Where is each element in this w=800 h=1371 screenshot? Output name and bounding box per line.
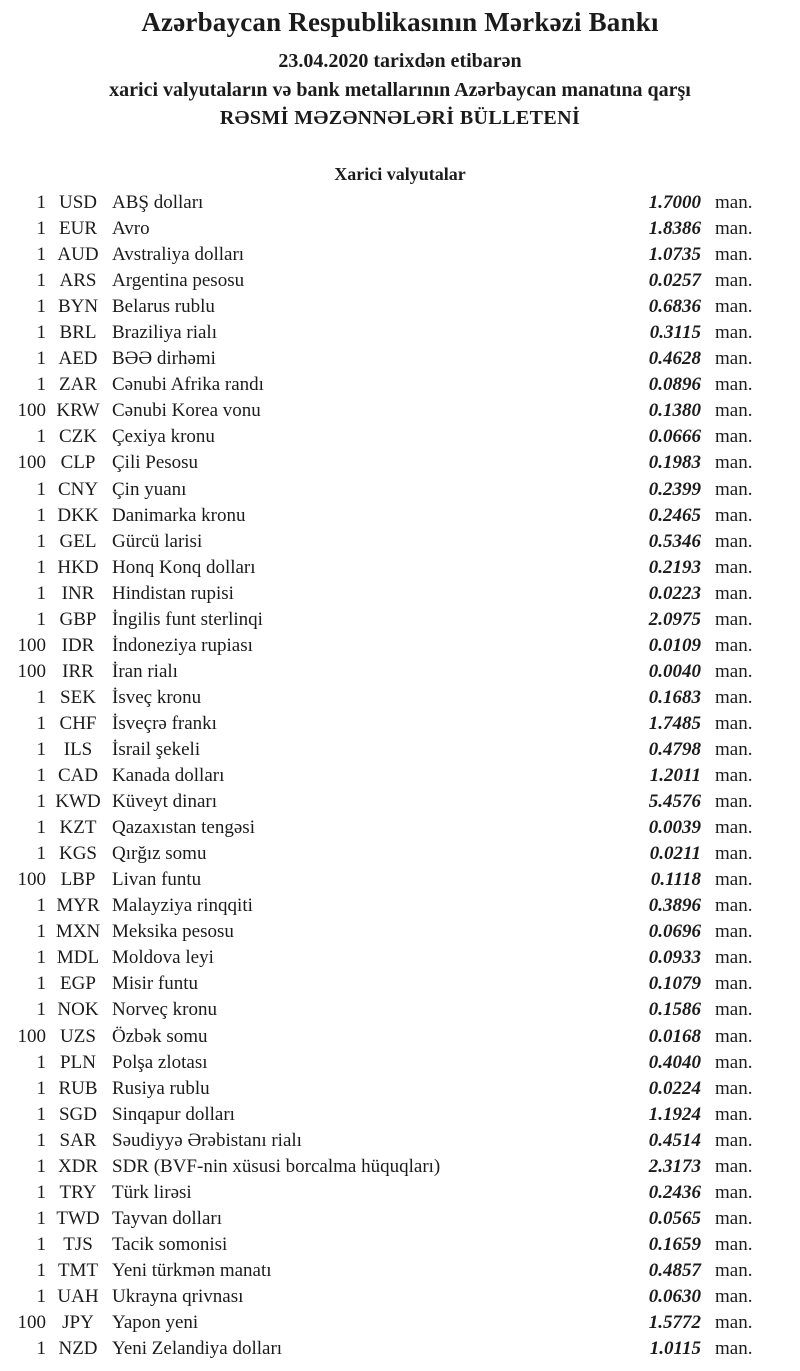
currency-code-cell: UZS xyxy=(60,1025,96,1047)
rate-value-cell: 0.1683 xyxy=(648,686,701,708)
currency-name-cell: Avstraliya dolları xyxy=(112,244,245,266)
rate-row xyxy=(0,268,800,294)
currency-name-cell: Moldova leyi xyxy=(112,947,214,969)
currency-code-cell: ARS xyxy=(59,270,97,292)
currency-name-cell: Qazaxıstan tengəsi xyxy=(112,817,255,839)
doc-header xyxy=(0,0,800,131)
quantity-cell: 1 xyxy=(36,478,46,500)
rate-value-cell: 0.1659 xyxy=(648,1233,701,1255)
unit-label-cell: man. xyxy=(715,348,753,370)
rate-row xyxy=(0,503,800,529)
unit-label-cell: man. xyxy=(715,400,753,422)
rate-row xyxy=(0,1206,800,1232)
currency-code-cell: GEL xyxy=(59,530,97,552)
rate-value-cell: 0.0223 xyxy=(648,582,701,604)
currency-code-cell: ZAR xyxy=(59,374,97,396)
rate-value-cell: 1.1924 xyxy=(648,1103,701,1125)
currency-name-cell: Misir funtu xyxy=(112,973,199,995)
currency-code-cell: MDL xyxy=(56,947,100,969)
quantity-cell: 1 xyxy=(36,947,46,969)
rate-row xyxy=(0,659,800,685)
quantity-cell: 1 xyxy=(36,712,46,734)
quantity-cell: 100 xyxy=(17,452,46,474)
quantity-cell: 1 xyxy=(36,1259,46,1281)
quantity-cell: 1 xyxy=(36,1181,46,1203)
rate-row xyxy=(0,477,800,503)
quantity-cell: 1 xyxy=(36,921,46,943)
rate-value-cell: 0.0696 xyxy=(648,921,701,943)
rate-row xyxy=(0,1154,800,1180)
rate-value-cell: 0.1983 xyxy=(648,452,701,474)
rate-value-cell: 0.0109 xyxy=(648,634,701,656)
rate-row xyxy=(0,216,800,242)
rate-row xyxy=(0,971,800,997)
quantity-cell: 1 xyxy=(36,1077,46,1099)
currency-code-cell: HKD xyxy=(57,556,99,578)
rate-value-cell: 2.0975 xyxy=(648,608,701,630)
rate-value-cell: 0.1380 xyxy=(648,400,701,422)
quantity-cell: 100 xyxy=(17,869,46,891)
rate-value-cell: 0.0224 xyxy=(648,1077,701,1099)
unit-label-cell: man. xyxy=(715,634,753,656)
currency-name-cell: Braziliya rialı xyxy=(112,322,217,344)
quantity-cell: 1 xyxy=(36,348,46,370)
unit-label-cell: man. xyxy=(715,947,753,969)
unit-label-cell: man. xyxy=(715,791,753,813)
currency-code-cell: CZK xyxy=(59,426,97,448)
rate-value-cell: 0.3896 xyxy=(648,895,701,917)
bulletin-subtitle: xarici valyutaların və bank metallarının Azərbaycan manatına qarşı xyxy=(109,79,691,101)
currency-code-cell: TMT xyxy=(57,1259,99,1281)
rate-row xyxy=(0,763,800,789)
rate-row xyxy=(0,1128,800,1154)
currency-code-cell: DKK xyxy=(57,504,99,526)
quantity-cell: 100 xyxy=(17,634,46,656)
quantity-cell: 100 xyxy=(17,400,46,422)
unit-label-cell: man. xyxy=(715,296,753,318)
currency-code-cell: PLN xyxy=(60,1051,96,1073)
rate-row xyxy=(0,1024,800,1050)
rate-row xyxy=(0,945,800,971)
rate-row xyxy=(0,1180,800,1206)
quantity-cell: 1 xyxy=(36,739,46,760)
quantity-cell: 1 xyxy=(36,192,46,214)
rate-row xyxy=(0,1284,800,1310)
currency-code-cell: SEK xyxy=(60,686,96,708)
currency-code-cell: IDR xyxy=(61,634,95,656)
quantity-cell: 1 xyxy=(36,1103,46,1125)
unit-label-cell: man. xyxy=(715,739,753,760)
quantity-cell: 1 xyxy=(36,504,46,526)
currency-code-cell: TRY xyxy=(59,1181,97,1203)
quantity-cell: 100 xyxy=(17,1312,46,1334)
quantity-cell: 1 xyxy=(36,817,46,839)
quantity-cell: 1 xyxy=(36,1338,46,1360)
currency-code-cell: AED xyxy=(58,348,98,370)
currency-code-cell: IRR xyxy=(62,660,94,682)
currency-code-cell: BYN xyxy=(57,296,99,318)
currency-name-cell: Cənubi Afrika randı xyxy=(112,374,264,396)
rate-row xyxy=(0,789,800,815)
currency-name-cell: SDR (BVF-nin xüsusi borcalma hüquqları) xyxy=(112,1155,441,1177)
rate-value-cell: 1.2011 xyxy=(649,765,701,787)
rate-row xyxy=(0,997,800,1023)
rate-row xyxy=(0,1310,800,1336)
quantity-cell: 1 xyxy=(36,1207,46,1229)
currency-code-cell: XDR xyxy=(57,1155,99,1177)
currency-name-cell: Norveç kronu xyxy=(112,999,217,1021)
rate-row xyxy=(0,685,800,711)
quantity-cell: 1 xyxy=(36,1051,46,1073)
unit-label-cell: man. xyxy=(715,1285,753,1307)
currency-name-cell: Livan funtu xyxy=(112,869,202,891)
unit-label-cell: man. xyxy=(715,686,753,708)
rate-value-cell: 0.0896 xyxy=(648,374,701,396)
unit-label-cell: man. xyxy=(715,582,753,604)
rate-value-cell: 0.1079 xyxy=(648,973,701,995)
unit-label-cell: man. xyxy=(715,660,753,682)
unit-label-cell: man. xyxy=(715,1233,753,1255)
unit-label-cell: man. xyxy=(715,478,753,500)
rate-row xyxy=(0,607,800,633)
rate-row xyxy=(0,424,800,450)
quantity-cell: 1 xyxy=(36,244,46,266)
currency-name-cell: Danimarka kronu xyxy=(112,504,246,526)
unit-label-cell: man. xyxy=(715,999,753,1021)
rate-value-cell: 0.4798 xyxy=(648,739,701,760)
unit-label-cell: man. xyxy=(715,1259,753,1281)
currency-name-cell: Çili Pesosu xyxy=(112,452,199,474)
bulletin-title: RƏSMİ MƏZƏNNƏLƏRİ BÜLLETENİ xyxy=(219,107,581,129)
rate-value-cell: 2.3173 xyxy=(648,1155,701,1177)
quantity-cell: 1 xyxy=(36,426,46,448)
currency-code-cell: JPY xyxy=(62,1312,94,1334)
currency-name-cell: Cənubi Korea vonu xyxy=(112,400,261,422)
rate-value-cell: 0.4628 xyxy=(648,348,701,370)
currency-code-cell: KGS xyxy=(58,843,97,865)
quantity-cell: 1 xyxy=(36,686,46,708)
quantity-cell: 100 xyxy=(17,1025,46,1047)
unit-label-cell: man. xyxy=(715,452,753,474)
rate-value-cell: 1.5772 xyxy=(648,1312,701,1334)
unit-label-cell: man. xyxy=(715,1129,753,1151)
rate-row xyxy=(0,294,800,320)
rate-value-cell: 1.8386 xyxy=(648,218,701,240)
rate-value-cell: 0.0565 xyxy=(648,1207,701,1229)
rate-row xyxy=(0,841,800,867)
currency-name-cell: Qırğız somu xyxy=(112,843,207,865)
rate-row xyxy=(0,1336,800,1362)
rate-row xyxy=(0,581,800,607)
unit-label-cell: man. xyxy=(715,843,753,865)
rate-value-cell: 0.0630 xyxy=(648,1285,701,1307)
rate-value-cell: 0.5346 xyxy=(648,530,701,552)
currency-name-cell: Səudiyyə Ərəbistanı rialı xyxy=(112,1129,302,1151)
currency-code-cell: NZD xyxy=(58,1338,98,1360)
rate-value-cell: 0.2193 xyxy=(648,556,701,578)
quantity-cell: 1 xyxy=(36,973,46,995)
unit-label-cell: man. xyxy=(715,322,753,344)
quantity-cell: 1 xyxy=(36,296,46,318)
rate-value-cell: 0.0666 xyxy=(648,426,701,448)
rate-value-cell: 0.0039 xyxy=(648,817,701,839)
currency-name-cell: Argentina pesosu xyxy=(112,270,245,292)
unit-label-cell: man. xyxy=(715,1155,753,1177)
rate-value-cell: 0.0257 xyxy=(648,270,701,292)
quantity-cell: 1 xyxy=(36,843,46,865)
currency-name-cell: Gürcü larisi xyxy=(112,530,203,552)
unit-label-cell: man. xyxy=(715,921,753,943)
section-title-foreign-currencies: Xarici valyutalar xyxy=(334,164,466,184)
rates-table xyxy=(0,190,800,1362)
currency-name-cell: ABŞ dolları xyxy=(112,192,204,214)
unit-label-cell: man. xyxy=(715,869,753,891)
currency-name-cell: Polşa zlotası xyxy=(112,1051,208,1073)
currency-name-cell: İran rialı xyxy=(112,660,178,682)
rate-row xyxy=(0,1102,800,1128)
currency-code-cell: SGD xyxy=(58,1103,97,1125)
currency-code-cell: CLP xyxy=(60,452,96,474)
rate-row xyxy=(0,633,800,659)
rate-row xyxy=(0,529,800,555)
unit-label-cell: man. xyxy=(715,1025,753,1047)
quantity-cell: 1 xyxy=(36,582,46,604)
unit-label-cell: man. xyxy=(715,1181,753,1203)
currency-code-cell: USD xyxy=(58,192,97,214)
unit-label-cell: man. xyxy=(715,608,753,630)
rate-row xyxy=(0,1050,800,1076)
currency-code-cell: UAH xyxy=(57,1285,99,1307)
rate-value-cell: 0.2465 xyxy=(648,504,701,526)
rate-value-cell: 0.6836 xyxy=(648,296,701,318)
unit-label-cell: man. xyxy=(715,765,753,787)
quantity-cell: 1 xyxy=(36,1129,46,1151)
rate-row xyxy=(0,867,800,893)
rate-value-cell: 0.4040 xyxy=(648,1051,701,1073)
rate-value-cell: 0.3115 xyxy=(649,322,701,344)
currency-name-cell: Hindistan rupisi xyxy=(112,582,234,604)
quantity-cell: 1 xyxy=(36,1233,46,1255)
unit-label-cell: man. xyxy=(715,1207,753,1229)
currency-code-cell: AUD xyxy=(57,244,99,266)
rate-value-cell: 0.2436 xyxy=(648,1181,701,1203)
rate-row xyxy=(0,919,800,945)
currency-name-cell: Tacik somonisi xyxy=(112,1233,228,1255)
currency-name-cell: Çin yuanı xyxy=(112,478,187,500)
currency-name-cell: Tayvan dolları xyxy=(112,1207,222,1229)
currency-code-cell: BRL xyxy=(59,322,97,344)
rate-value-cell: 0.4514 xyxy=(648,1129,701,1151)
currency-code-cell: KWD xyxy=(55,791,101,813)
unit-label-cell: man. xyxy=(715,530,753,552)
unit-label-cell: man. xyxy=(715,556,753,578)
unit-label-cell: man. xyxy=(715,895,753,917)
rate-row xyxy=(0,711,800,737)
currency-code-cell: KZT xyxy=(59,817,97,839)
rate-row xyxy=(0,372,800,398)
rate-row xyxy=(0,242,800,268)
currency-name-cell: İsveç kronu xyxy=(112,686,202,708)
quantity-cell: 1 xyxy=(36,765,46,787)
currency-name-cell: Sinqapur dolları xyxy=(112,1103,235,1125)
currency-code-cell: CHF xyxy=(59,712,97,734)
quantity-cell: 100 xyxy=(17,660,46,682)
currency-code-cell: GBP xyxy=(59,608,97,630)
unit-label-cell: man. xyxy=(715,504,753,526)
currency-name-cell: Yeni Zelandiya dolları xyxy=(112,1338,283,1360)
rate-row xyxy=(0,555,800,581)
currency-name-cell: Çexiya kronu xyxy=(112,426,215,448)
quantity-cell: 1 xyxy=(36,895,46,917)
unit-label-cell: man. xyxy=(715,1312,753,1334)
bank-name-title: Azərbaycan Respublikasının Mərkəzi Bankı xyxy=(141,7,659,37)
currency-name-cell: Özbək somu xyxy=(112,1025,208,1047)
unit-label-cell: man. xyxy=(715,270,753,292)
currency-name-cell: Türk lirəsi xyxy=(112,1181,192,1203)
rate-value-cell: 0.0211 xyxy=(649,843,701,865)
rate-value-cell: 0.1118 xyxy=(650,869,701,891)
quantity-cell: 1 xyxy=(36,999,46,1021)
rate-value-cell: 1.7485 xyxy=(648,712,701,734)
rate-row xyxy=(0,346,800,372)
unit-label-cell: man. xyxy=(715,973,753,995)
currency-name-cell: İndoneziya rupiası xyxy=(112,634,253,656)
rate-value-cell: 0.0168 xyxy=(648,1025,701,1047)
rate-value-cell: 0.2399 xyxy=(648,478,701,500)
currency-code-cell: NOK xyxy=(57,999,99,1021)
rate-row xyxy=(0,893,800,919)
quantity-cell: 1 xyxy=(36,1285,46,1307)
currency-code-cell: TWD xyxy=(56,1207,100,1229)
rate-row xyxy=(0,190,800,216)
currency-name-cell: İsveçrə frankı xyxy=(112,712,217,734)
rate-value-cell: 0.0933 xyxy=(648,947,701,969)
rate-value-cell: 1.0735 xyxy=(648,244,701,266)
currency-name-cell: BƏƏ dirhəmi xyxy=(112,348,216,370)
currency-code-cell: ILS xyxy=(63,739,93,760)
currency-name-cell: Meksika pesosu xyxy=(112,921,234,943)
quantity-cell: 1 xyxy=(36,608,46,630)
unit-label-cell: man. xyxy=(715,817,753,839)
effective-date-line: 23.04.2020 tarixdən etibarən xyxy=(278,50,522,72)
quantity-cell: 1 xyxy=(36,556,46,578)
rate-value-cell: 0.4857 xyxy=(648,1259,701,1281)
quantity-cell: 1 xyxy=(36,322,46,344)
currency-name-cell: Avro xyxy=(112,218,150,240)
unit-label-cell: man. xyxy=(715,1077,753,1099)
currency-name-cell: Malayziya rinqqiti xyxy=(112,895,253,917)
rate-value-cell: 1.7000 xyxy=(648,192,701,214)
rate-value-cell: 0.0040 xyxy=(648,660,701,682)
currency-code-cell: INR xyxy=(61,582,95,604)
rate-value-cell: 1.0115 xyxy=(649,1338,701,1360)
rate-value-cell: 0.1586 xyxy=(648,999,701,1021)
rate-row xyxy=(0,1232,800,1258)
currency-code-cell: LBP xyxy=(60,869,96,891)
unit-label-cell: man. xyxy=(715,426,753,448)
currency-name-cell: Ukrayna qrivnası xyxy=(112,1285,244,1307)
currency-name-cell: İngilis funt sterlinqi xyxy=(112,608,263,630)
rate-row xyxy=(0,1258,800,1284)
currency-code-cell: TJS xyxy=(63,1233,93,1255)
currency-name-cell: Yapon yeni xyxy=(112,1312,199,1334)
unit-label-cell: man. xyxy=(715,244,753,266)
unit-label-cell: man. xyxy=(715,1051,753,1073)
currency-code-cell: EUR xyxy=(59,218,97,240)
unit-label-cell: man. xyxy=(715,712,753,734)
unit-label-cell: man. xyxy=(715,218,753,240)
rate-row xyxy=(0,398,800,424)
unit-label-cell: man. xyxy=(715,1103,753,1125)
quantity-cell: 1 xyxy=(36,530,46,552)
currency-code-cell: MXN xyxy=(55,921,101,943)
currency-code-cell: KRW xyxy=(56,400,100,422)
unit-label-cell: man. xyxy=(715,1338,753,1360)
quantity-cell: 1 xyxy=(36,791,46,813)
currency-name-cell: Honq Konq dolları xyxy=(112,556,256,578)
currency-code-cell: CAD xyxy=(57,765,99,787)
currency-code-cell: CNY xyxy=(57,478,99,500)
currency-name-cell: Rusiya rublu xyxy=(112,1077,210,1099)
quantity-cell: 1 xyxy=(36,374,46,396)
currency-code-cell: MYR xyxy=(56,895,100,917)
currency-name-cell: Belarus rublu xyxy=(112,296,215,318)
rate-value-cell: 5.4576 xyxy=(648,791,701,813)
unit-label-cell: man. xyxy=(715,192,753,214)
unit-label-cell: man. xyxy=(715,374,753,396)
currency-code-cell: RUB xyxy=(58,1077,98,1099)
rate-row xyxy=(0,1076,800,1102)
rate-row xyxy=(0,320,800,346)
quantity-cell: 1 xyxy=(36,218,46,240)
currency-name-cell: Kanada dolları xyxy=(112,765,225,787)
quantity-cell: 1 xyxy=(36,270,46,292)
rate-row xyxy=(0,815,800,841)
currency-name-cell: Küveyt dinarı xyxy=(112,791,218,813)
quantity-cell: 1 xyxy=(36,1155,46,1177)
rate-row xyxy=(0,450,800,476)
currency-name-cell: Yeni türkmən manatı xyxy=(112,1259,272,1281)
rate-row xyxy=(0,737,800,763)
currency-code-cell: EGP xyxy=(60,973,96,995)
currency-code-cell: SAR xyxy=(59,1129,97,1151)
currency-name-cell: İsrail şekeli xyxy=(112,739,201,760)
